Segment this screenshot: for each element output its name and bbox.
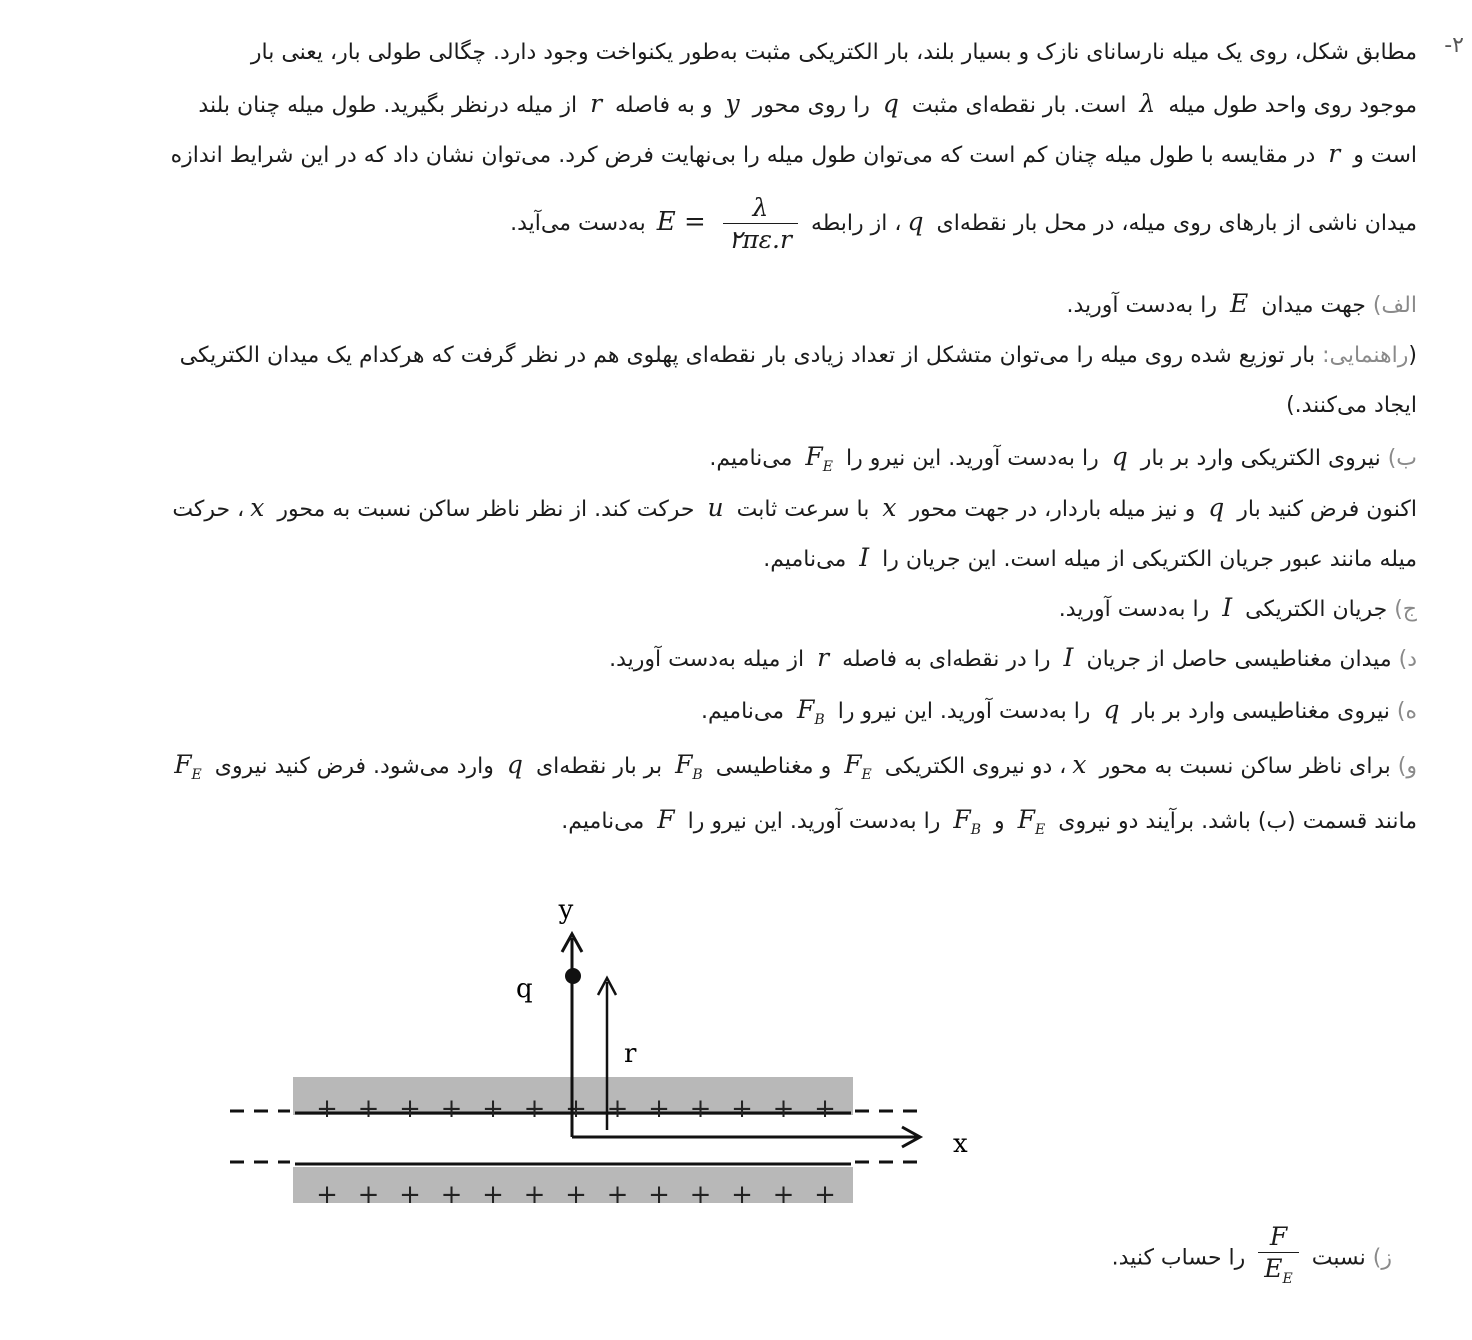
symbol-F-B <box>791 695 831 728</box>
symbol-x: x <box>882 493 897 522</box>
charge-q-label: q <box>516 974 533 1004</box>
symbol-y: y <box>725 89 740 118</box>
plus-charge: + <box>357 1094 380 1124</box>
part-b-text-b: را به‌دست آورید. این نیرو را <box>846 446 1099 471</box>
x-axis-label: x <box>953 1129 968 1159</box>
part-f-text-1c: و مغناطیسی <box>715 754 832 779</box>
intro-text-2a: موجود روی واحد طول میله <box>1168 93 1417 118</box>
subscript-E: E <box>822 459 834 475</box>
part-e-text-b: را به‌دست آورید. این نیرو را <box>837 699 1091 724</box>
plus-charge: + <box>482 1094 504 1124</box>
plus-charge: + <box>440 1180 463 1210</box>
y-axis-label: y <box>558 895 574 925</box>
part-g <box>392 1222 1392 1295</box>
plus-charge: + <box>440 1094 463 1124</box>
motion-text-2b: می‌نامیم. <box>763 547 847 572</box>
plus-charge: + <box>648 1180 670 1210</box>
symbol-q: q <box>1111 442 1128 471</box>
part-b-text-c: می‌نامیم. <box>709 446 793 471</box>
intro-text-4c: به‌دست می‌آید. <box>510 211 646 236</box>
intro-text-2d: و به فاصله <box>615 93 713 118</box>
intro-line-1 <box>15 33 1417 73</box>
plus-charge: + <box>772 1180 795 1210</box>
symbol-F-E <box>168 750 208 783</box>
plus-charge: + <box>316 1094 338 1124</box>
part-c-text-b: را به‌دست آورید. <box>1058 597 1210 622</box>
part-f-text-2a: مانند قسمت (ب) باشد. برآیند دو نیروی <box>1058 809 1417 834</box>
plus-charge: + <box>606 1094 629 1124</box>
symbol-x: x <box>250 493 265 522</box>
intro-line-3 <box>15 134 1417 176</box>
symbol-I: I <box>859 543 870 572</box>
part-f-text-1b: ، دو نیروی الکتریکی <box>884 754 1067 779</box>
field-formula <box>723 193 798 256</box>
part-g-text-a: نسبت <box>1311 1245 1366 1271</box>
ratio-denominator-symbol: E <box>1264 1254 1283 1283</box>
subscript-E: E <box>1035 822 1046 838</box>
symbol-u: u <box>707 493 724 522</box>
motion-text-2a: میله مانند عبور جریان الکتریکی از میله است. این جریان را <box>882 547 1417 572</box>
symbol-q: q <box>1103 695 1120 724</box>
part-f-text-1a: برای ناظر ساکن نسبت به محور <box>1099 754 1391 779</box>
motion-text-1a: اکنون فرض کنید بار <box>1237 497 1417 522</box>
hint-line-1 <box>15 336 1417 376</box>
part-a-text-a: جهت میدان <box>1261 293 1366 318</box>
subscript-B: B <box>814 712 825 728</box>
part-e-label: ه) <box>1396 699 1417 724</box>
problem-number: ۲- <box>1444 33 1464 58</box>
plus-charge: + <box>648 1094 670 1124</box>
intro-line-2 <box>15 84 1417 126</box>
symbol-r: r <box>817 643 830 672</box>
symbol-q: q <box>1208 493 1225 522</box>
ratio-denominator-subscript: E <box>1282 1271 1293 1287</box>
part-f-line-1 <box>15 745 1417 795</box>
plus-charge: + <box>565 1094 587 1124</box>
part-c <box>15 588 1417 630</box>
part-c-text-a: جریان الکتریکی <box>1245 597 1388 622</box>
plus-charge: + <box>523 1094 546 1124</box>
part-e <box>15 690 1417 740</box>
symbol-F: F <box>797 695 815 724</box>
part-e-text-a: نیروی مغناطیسی وارد بر بار <box>1132 699 1390 724</box>
part-b <box>15 437 1417 487</box>
part-d <box>15 638 1417 680</box>
hint-text-2: ایجاد می‌کنند.) <box>1286 393 1417 418</box>
plus-charge: + <box>731 1094 753 1124</box>
plus-charge: + <box>814 1094 836 1124</box>
formula-lhs: E = <box>656 207 706 237</box>
symbol-F-B <box>669 750 709 783</box>
plus-charge: + <box>399 1094 421 1124</box>
plus-charge: + <box>689 1180 712 1210</box>
symbol-I: I <box>1222 593 1233 622</box>
rod-diagram <box>220 890 1000 1220</box>
symbol-F: F <box>675 750 693 779</box>
symbol-F: F <box>844 750 862 779</box>
distance-r-label: r <box>624 1039 637 1069</box>
plus-charge: + <box>731 1180 753 1210</box>
part-f-text-1d: بر بار نقطه‌ای <box>535 754 663 779</box>
part-e-text-c: می‌نامیم. <box>701 699 785 724</box>
ratio-fraction <box>1258 1222 1298 1295</box>
plus-charge: + <box>606 1180 629 1210</box>
motion-text-1e: ، حرکت <box>172 497 245 522</box>
part-g-label: ز) <box>1372 1245 1392 1271</box>
formula-denominator: ۲πε.r <box>728 224 792 254</box>
subscript-B: B <box>970 822 982 838</box>
hint-open-paren: ( <box>1408 343 1417 368</box>
intro-text-4b: ، از رابطه <box>810 211 902 236</box>
symbol-I: I <box>1063 643 1074 672</box>
part-b-label: ب) <box>1387 446 1417 471</box>
intro-text-3a: است و <box>1353 143 1417 168</box>
symbol-x: x <box>1072 750 1087 779</box>
symbol-r: r <box>590 89 603 118</box>
part-f-text-2b: و <box>994 809 1005 834</box>
part-a-text-b: را به‌دست آورید. <box>1066 293 1217 318</box>
part-a <box>15 284 1417 326</box>
part-g-text-b: را حساب کنید. <box>1111 1245 1246 1271</box>
plus-charge: + <box>482 1180 504 1210</box>
formula-numerator: λ <box>723 193 798 224</box>
part-a-label: الف) <box>1372 293 1417 318</box>
part-d-label: د) <box>1398 647 1417 672</box>
motion-text-1d: حرکت کند. از نظر ناظر ساکن نسبت به محور <box>277 497 695 522</box>
symbol-F: F <box>174 750 192 779</box>
plus-charge: + <box>565 1180 587 1210</box>
part-d-text-c: از میله به‌دست آورید. <box>609 647 805 672</box>
intro-line-4 <box>15 190 1417 256</box>
part-f-text-2c: را به‌دست آورید. این نیرو را <box>687 809 941 834</box>
symbol-F: F <box>1017 805 1036 834</box>
subscript-E: E <box>191 767 202 783</box>
motion-line-1 <box>15 488 1417 530</box>
symbol-E: E <box>1230 289 1249 318</box>
intro-text-2e: از میله درنظر بگیرید. طول میله چنان بلند <box>198 93 578 118</box>
symbol-q: q <box>882 89 899 118</box>
motion-text-1c: با سرعت ثابت <box>736 497 870 522</box>
ratio-denominator <box>1258 1253 1298 1295</box>
symbol-F-E <box>799 442 839 475</box>
plus-charge: + <box>689 1094 712 1124</box>
symbol-F-E <box>1012 805 1052 838</box>
plus-charge: + <box>772 1094 795 1124</box>
hint-text-1: بار توزیع شده روی میله را می‌توان متشکل از تعداد زیادی بار نقطه‌ای پهلوی هم در نظر گرفت که هرکدام یک میدان الکتریکی <box>179 343 1316 368</box>
part-c-label: ج) <box>1394 597 1417 622</box>
intro-text-1: مطابق شکل، روی یک میله نارسانای نازک و بسیار بلند، بار الکتریکی مثبت به‌طور یکنواخت وجود دارد. چگالی طولی بار، یعنی بار <box>250 40 1417 65</box>
plus-charge: + <box>399 1180 421 1210</box>
plus-charge: + <box>523 1180 546 1210</box>
hint-label: راهنمایی: <box>1322 343 1409 368</box>
symbol-F: F <box>657 805 675 834</box>
intro-text-4a: میدان ناشی از بارهای روی میله، در محل بار نقطه‌ای <box>936 211 1417 236</box>
plus-charge: + <box>316 1180 338 1210</box>
intro-text-2b: است. بار نقطه‌ای مثبت <box>911 93 1127 118</box>
symbol-r: r <box>1328 139 1341 168</box>
part-f-text-1e: وارد می‌شود. فرض کنید نیروی <box>214 754 494 779</box>
part-f-line-2 <box>15 800 1417 850</box>
symbol-F-E <box>838 750 878 783</box>
symbol-F-B <box>947 805 987 838</box>
motion-text-1b: و نیز میله باردار، در جهت محور <box>909 497 1196 522</box>
intro-text-2c: را روی محور <box>752 93 870 118</box>
symbol-q: q <box>907 207 924 236</box>
point-charge-q <box>565 968 581 984</box>
symbol-F: F <box>805 442 823 471</box>
subscript-B: B <box>692 767 703 783</box>
part-d-text-a: میدان مغناطیسی حاصل از جریان <box>1086 647 1392 672</box>
motion-line-2 <box>15 538 1417 580</box>
hint-line-2 <box>15 386 1417 426</box>
ratio-numerator: F <box>1258 1222 1298 1253</box>
part-f-text-2d: می‌نامیم. <box>561 809 645 834</box>
subscript-E: E <box>861 767 872 783</box>
symbol-lambda: λ <box>1139 89 1156 118</box>
part-f-label: و) <box>1397 754 1417 779</box>
part-d-text-b: را در نقطه‌ای به فاصله <box>842 647 1051 672</box>
intro-text-3b: در مقایسه با طول میله چنان کم است که می‌توان طول میله را بی‌نهایت فرض کرد. می‌توان نشان داد که در این شرایط اندازه <box>170 143 1316 168</box>
symbol-F: F <box>953 805 971 834</box>
symbol-q: q <box>506 750 523 779</box>
part-b-text-a: نیروی الکتریکی وارد بر بار <box>1140 446 1381 471</box>
plus-charge: + <box>357 1180 380 1210</box>
plus-charge: + <box>814 1180 836 1210</box>
